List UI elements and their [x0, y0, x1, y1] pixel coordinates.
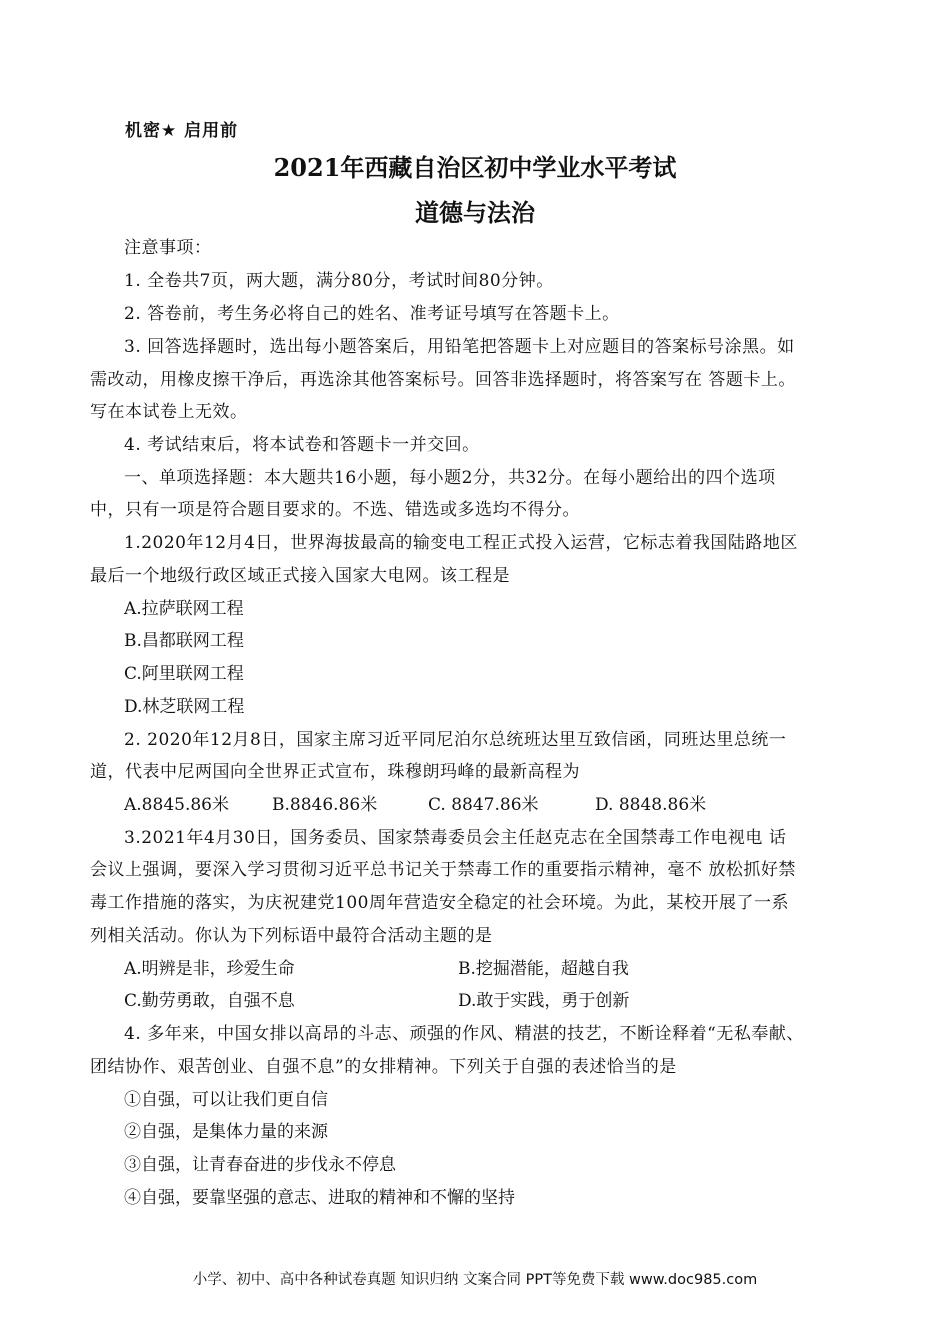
question-1-option-a: A.拉萨联网工程	[124, 599, 244, 619]
question-3-option-d: D.敢于实践，勇于创新	[458, 991, 630, 1011]
question-2-line-2: 道，代表中尼两国向全世界正式宣布，珠穆朗玛峰的最新高程为	[90, 762, 580, 782]
question-4-statement-1: ①自强，可以让我们更自信	[124, 1090, 328, 1110]
question-4-line-2: 团结协作、艰苦创业、自强不息”的女排精神。下列关于自强的表述恰当的是	[90, 1057, 677, 1077]
question-4-statement-4: ④自强，要靠坚强的意志、进取的精神和不懈的坚持	[124, 1188, 515, 1208]
question-3-line-3: 毒工作措施的落实，为庆祝建党100周年营造安全稳定的社会环境。为此，某校开展了一系	[90, 893, 789, 913]
question-3-line-2: 会议上强调，要深入学习贯彻习近平总书记关于禁毒工作的重要指示精神，毫不 放松抓好禁	[90, 860, 796, 880]
question-4-statement-2: ②自强，是集体力量的来源	[124, 1122, 328, 1142]
question-1-option-c: C.阿里联网工程	[124, 664, 244, 684]
question-2-option-b: B.8846.86米	[272, 795, 378, 815]
note-1: 1. 全卷共7页，两大题，满分80分，考试时间80分钟。	[124, 271, 554, 291]
section-1-line-1: 一、单项选择题：本大题共16小题，每小题2分，共32分。在每小题给出的四个选项	[124, 468, 776, 488]
question-2-option-d: D. 8848.86米	[595, 795, 707, 815]
question-4-statement-3: ③自强，让青春奋进的步伐永不停息	[124, 1155, 396, 1175]
question-4-line-1: 4. 多年来，中国女排以高昂的斗志、顽强的作风、精湛的技艺，不断诠释着“无私奉献、	[124, 1024, 804, 1044]
note-3-line-2: 需改动，用橡皮擦干净后，再选涂其他答案标号。回答非选择题时，将答案写在 答题卡上。	[90, 370, 796, 390]
question-1-option-d: D.林芝联网工程	[124, 697, 245, 717]
exam-title: 2021年西藏自治区初中学业水平考试	[273, 153, 677, 182]
notes-heading: 注意事项：	[124, 238, 212, 258]
confidential-mark: 机密★ 启用前	[125, 121, 239, 141]
section-1-line-2: 中，只有一项是符合题目要求的。不选、错选或多选均不得分。	[90, 500, 580, 520]
question-2-option-c: C. 8847.86米	[428, 795, 539, 815]
note-3-line-1: 3. 回答选择题时，选出每小题答案后，用铅笔把答题卡上对应题目的答案标号涂黑。如	[124, 337, 795, 357]
question-3-line-4: 列相关活动。你认为下列标语中最符合活动主题的是	[90, 926, 493, 946]
footer-watermark-text: 小学、初中、高中各种试卷真题 知识归纳 文案合同 PPT等免费下载 www.doc985.com	[192, 1272, 758, 1288]
subject-title: 道德与法治	[415, 198, 535, 227]
question-3-option-c: C.勤劳勇敢，自强不息	[124, 991, 295, 1011]
note-2: 2. 答卷前，考生务必将自己的姓名、准考证号填写在答题卡上。	[124, 304, 620, 324]
question-2-option-a: A.8845.86米	[124, 795, 229, 815]
question-1-line-1: 1.2020年12月4日，世界海拔最高的输变电工程正式投入运营，它标志着我国陆路地区	[124, 533, 798, 553]
note-3-line-3: 写在本试卷上无效。	[90, 402, 248, 422]
note-4: 4. 考试结束后，将本试卷和答题卡一并交回。	[124, 435, 480, 455]
question-3-line-1: 3.2021年4月30日，国务委员、国家禁毒委员会主任赵克志在全国禁毒工作电视电 话	[124, 828, 787, 848]
question-3-option-b: B.挖掘潜能，超越自我	[458, 959, 629, 979]
question-3-option-a: A.明辨是非，珍爱生命	[124, 959, 295, 979]
question-1-line-2: 最后一个地级行政区域正式接入国家大电网。该工程是	[90, 566, 510, 586]
question-2-line-1: 2. 2020年12月8日，国家主席习近平同尼泊尔总统班达里互致信函，同班达里总统一	[124, 730, 787, 750]
question-1-option-b: B.昌都联网工程	[124, 631, 244, 651]
